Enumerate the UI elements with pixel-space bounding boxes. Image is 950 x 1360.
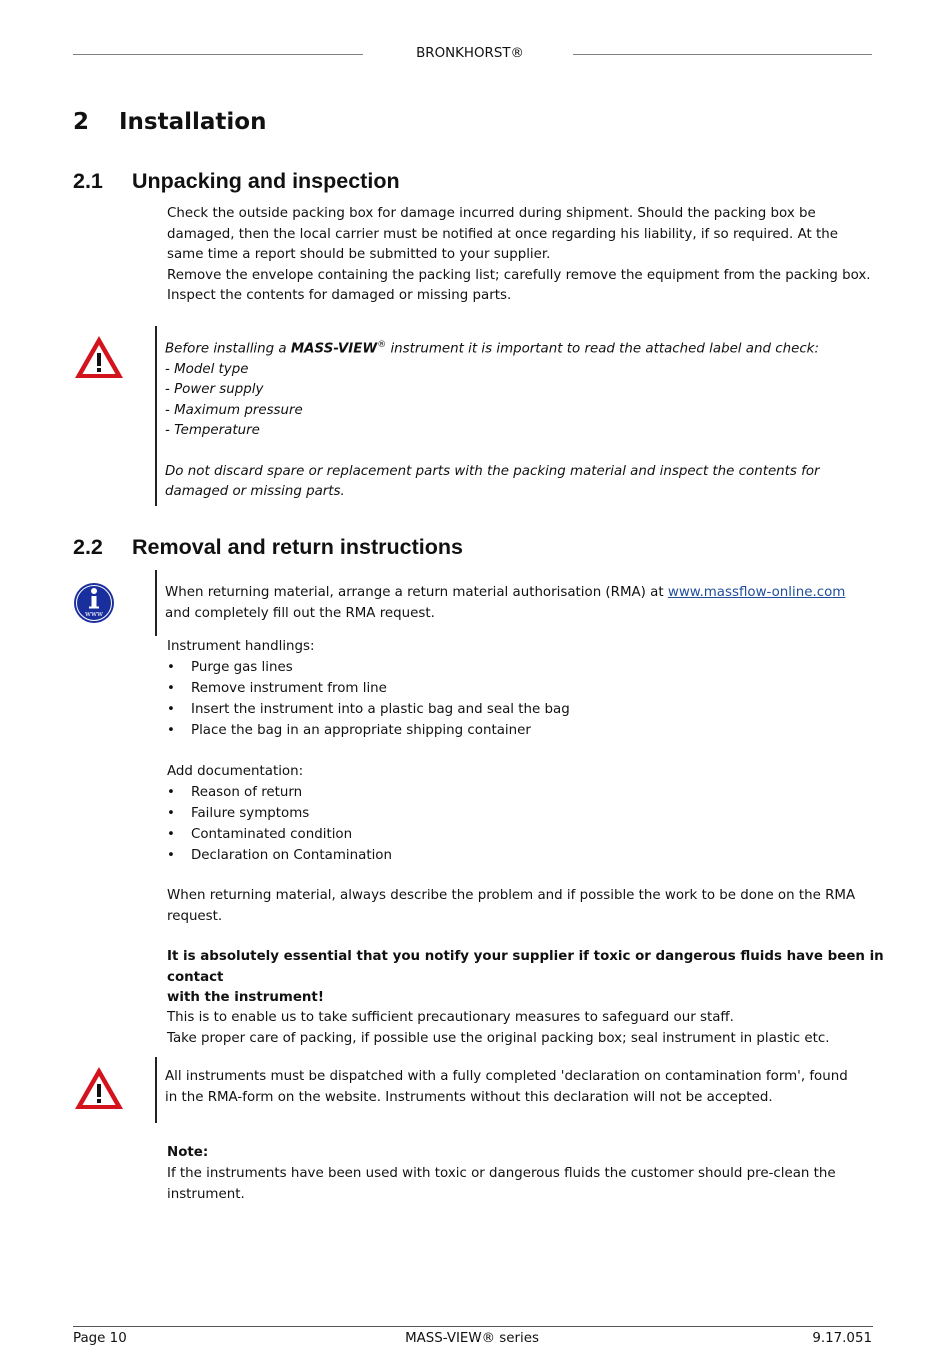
paragraph-line: same time a report should be submitted to your supplier. <box>167 247 551 262</box>
header-rule-left <box>73 54 363 55</box>
paragraph-line: instrument. <box>167 1186 245 1202</box>
note-paragraph <box>167 1164 887 1205</box>
info-www-icon <box>73 582 115 624</box>
list-item: • Place the bag in an appropriate shipping container <box>167 721 867 742</box>
header-rule-right <box>573 54 872 55</box>
list-item-text: Insert the instrument into a plastic bag and seal the bag <box>191 702 570 717</box>
list-item: • Declaration on Contamination <box>167 846 867 867</box>
documentation-title: Add documentation: <box>167 764 304 779</box>
essential-paragraph <box>167 947 887 1009</box>
warning-intro-brand: MASS-VIEW <box>290 341 378 357</box>
list-item-text: Purge gas lines <box>191 660 293 675</box>
warning-note-line: damaged or missing parts. <box>165 484 345 500</box>
warning-intro <box>165 335 885 360</box>
warning-block-text <box>165 335 885 503</box>
warning-triangle-icon <box>73 334 125 380</box>
paragraph-line: damaged, then the local carrier must be notified at once regarding his liability, if so required. At the <box>167 226 838 242</box>
info-block-rule <box>155 570 157 636</box>
footer-rule <box>73 1326 873 1327</box>
paragraph-line: When returning material, always describe the problem and if possible the work to be done on the RMA <box>167 888 856 903</box>
list-item-text: Failure symptoms <box>191 806 310 821</box>
dispatch-warning-text <box>165 1067 885 1108</box>
info-line-1 <box>165 583 885 604</box>
info-line-1-text: When returning material, arrange a return material authorisation (RMA) at <box>165 585 668 600</box>
dispatch-warning-rule <box>155 1057 157 1123</box>
paragraph-line: Take proper care of packing, if possible use the original packing box; seal instrument in plastic etc. <box>167 1030 830 1046</box>
paragraph-line: It is absolutely essential that you notify your supplier if toxic or dangerous fluids have been in contact <box>167 949 884 985</box>
list-item: • Reason of return <box>167 783 867 804</box>
massflow-online-link[interactable]: www.massflow-online.com <box>667 585 846 600</box>
info-block-text <box>165 583 885 624</box>
paragraph-line: Inspect the contents for damaged or missing parts. <box>167 288 512 303</box>
section-2-title: Installation <box>119 109 267 135</box>
paragraph-line: Check the outside packing box for damage incurred during shipment. Should the packing box be <box>167 206 816 221</box>
warning-intro-reg: ® <box>377 340 387 350</box>
list-item-text: Place the bag in an appropriate shipping container <box>191 723 531 738</box>
section-22-number: 2.2 <box>73 535 103 559</box>
list-item: • Contaminated condition <box>167 825 867 846</box>
list-item-text: Reason of return <box>191 785 303 800</box>
paragraph-line: All instruments must be dispatched with a fully completed 'declaration on contamination form', found <box>165 1069 848 1084</box>
info-icon-label: www <box>85 610 103 618</box>
paragraph-line: in the RMA-form on the website. Instruments without this declaration will not be accepted. <box>165 1089 773 1105</box>
warning-intro-pre: Before installing a <box>165 341 291 357</box>
list-item: • Failure symptoms <box>167 804 867 825</box>
check-item: - Model type <box>165 361 249 377</box>
warning-note-line: Do not discard spare or replacement parts with the packing material and inspect the contents for <box>165 463 820 479</box>
handlings-title: Instrument handlings: <box>167 639 315 654</box>
footer-doc-number: 9.17.051 <box>812 1331 872 1346</box>
footer-page-number: Page 10 <box>73 1331 127 1346</box>
warning-block-rule <box>155 326 157 506</box>
check-item: - Temperature <box>165 423 260 439</box>
section-22-title: Removal and return instructions <box>132 535 463 559</box>
check-item: - Maximum pressure <box>165 402 303 418</box>
note-title: Note: <box>167 1145 209 1160</box>
paragraph-line: Remove the envelope containing the packing list; carefully remove the equipment from the packing box. <box>167 267 871 283</box>
list-item: • Purge gas lines <box>167 658 867 679</box>
list-item-text: Contaminated condition <box>191 827 353 842</box>
info-line-2: and completely fill out the RMA request. <box>165 605 435 621</box>
check-item: - Power supply <box>165 382 264 398</box>
list-item: • Remove instrument from line <box>167 679 867 700</box>
documentation-list <box>167 783 867 867</box>
paragraph-line: request. <box>167 908 223 924</box>
section-21-title: Unpacking and inspection <box>132 169 400 193</box>
list-item-text: Remove instrument from line <box>191 681 387 696</box>
section-2-number: 2 <box>73 109 90 135</box>
list-item: • Insert the instrument into a plastic bag and seal the bag <box>167 700 867 721</box>
warning-intro-post: instrument it is important to read the attached label and check: <box>386 341 819 357</box>
handlings-list <box>167 658 867 742</box>
footer-series: MASS-VIEW® series <box>405 1331 539 1346</box>
header-brand: BRONKHORST® <box>416 46 524 61</box>
paragraph-line: This is to enable us to take sufficient precautionary measures to safeguard our staff. <box>167 1010 734 1025</box>
list-item-text: Declaration on Contamination <box>191 848 392 863</box>
paragraph-line: If the instruments have been used with toxic or dangerous fluids the customer should pre-clean the <box>167 1166 836 1181</box>
enable-paragraph <box>167 1008 887 1049</box>
paragraph-line: with the instrument! <box>167 990 324 1005</box>
section-21-number: 2.1 <box>73 169 103 193</box>
describe-paragraph <box>167 886 887 927</box>
warning-triangle-icon <box>73 1065 125 1111</box>
unpacking-paragraph <box>167 204 887 307</box>
